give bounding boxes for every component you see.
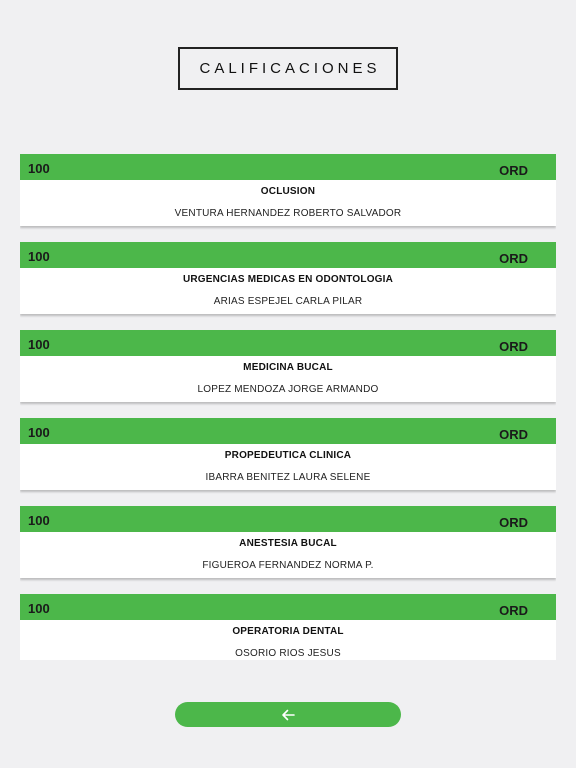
subject-name: URGENCIAS MEDICAS EN ODONTOLOGIA bbox=[182, 274, 394, 285]
grade-card-header bbox=[20, 594, 556, 620]
grade-type: ORD bbox=[499, 339, 528, 354]
grades-list[interactable] bbox=[20, 154, 556, 660]
teacher-name: IBARRA BENITEZ LAURA SELENE bbox=[205, 472, 371, 483]
subject-name: OCLUSION bbox=[260, 186, 316, 197]
teacher-name: VENTURA HERNANDEZ ROBERTO SALVADOR bbox=[174, 208, 402, 219]
subject-name: MEDICINA BUCAL bbox=[243, 362, 333, 373]
grade-score: 100 bbox=[28, 601, 50, 616]
back-button[interactable] bbox=[175, 702, 401, 727]
grade-card[interactable] bbox=[20, 242, 556, 314]
teacher-name: LOPEZ MENDOZA JORGE ARMANDO bbox=[197, 384, 379, 395]
grade-type: ORD bbox=[499, 163, 528, 178]
grade-type: ORD bbox=[499, 515, 528, 530]
grade-type: ORD bbox=[499, 427, 528, 442]
grade-score: 100 bbox=[28, 425, 50, 440]
teacher-name: ARIAS ESPEJEL CARLA PILAR bbox=[213, 296, 363, 307]
grade-card-header bbox=[20, 154, 556, 180]
teacher-name: FIGUEROA FERNANDEZ NORMA P. bbox=[202, 560, 374, 571]
subject-name: OPERATORIA DENTAL bbox=[232, 626, 344, 637]
arrow-left-icon bbox=[281, 709, 295, 721]
grade-card-header bbox=[20, 506, 556, 532]
grade-card-header bbox=[20, 330, 556, 356]
grade-score: 100 bbox=[28, 513, 50, 528]
grade-score: 100 bbox=[28, 161, 50, 176]
grade-card[interactable] bbox=[20, 330, 556, 402]
page-title: CALIFICACIONES bbox=[178, 47, 398, 90]
teacher-name: OSORIO RIOS JESUS bbox=[235, 648, 341, 659]
grade-score: 100 bbox=[28, 337, 50, 352]
grade-score: 100 bbox=[28, 249, 50, 264]
grade-card-header bbox=[20, 242, 556, 268]
grade-card[interactable] bbox=[20, 506, 556, 578]
grade-card[interactable] bbox=[20, 594, 556, 660]
grade-type: ORD bbox=[499, 603, 528, 618]
grade-type: ORD bbox=[499, 251, 528, 266]
grade-card[interactable] bbox=[20, 154, 556, 226]
subject-name: ANESTESIA BUCAL bbox=[239, 538, 337, 549]
grade-card[interactable] bbox=[20, 418, 556, 490]
subject-name: PROPEDEUTICA CLINICA bbox=[224, 450, 352, 461]
grade-card-header bbox=[20, 418, 556, 444]
